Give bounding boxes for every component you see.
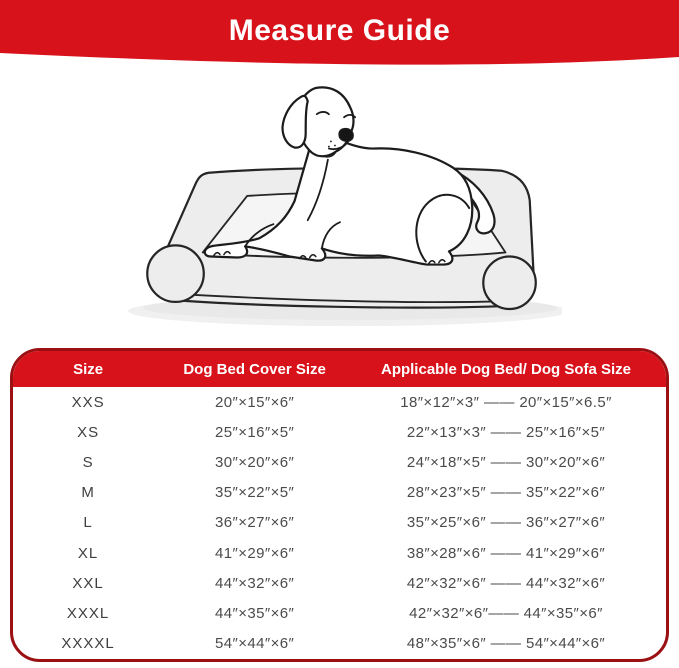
size-cell: L bbox=[83, 514, 93, 532]
cover-size-cell: 35″×22″×5″ bbox=[215, 484, 295, 502]
cover-size-cell: 44″×35″×6″ bbox=[215, 605, 295, 623]
applicable-size-cell: 24″×18″×5″ —— 30″×20″×6″ bbox=[406, 454, 606, 472]
size-cell: XS bbox=[77, 423, 100, 441]
applicable-size-cell: 42″×32″×6″—— 44″×35″×6″ bbox=[409, 605, 603, 623]
cover-size-cell: 25″×16″×5″ bbox=[215, 423, 295, 441]
size-table-header bbox=[13, 351, 666, 387]
cover-size-cell: 41″×29″×6″ bbox=[215, 544, 295, 562]
size-cell: XXL bbox=[72, 574, 104, 592]
table-row bbox=[13, 568, 666, 598]
dog-bed-illustration bbox=[118, 74, 562, 330]
dog-bed-drawing bbox=[118, 74, 562, 330]
table-row bbox=[13, 447, 666, 477]
table-row bbox=[13, 417, 666, 447]
size-cell: XXS bbox=[71, 393, 105, 411]
size-cell: XXXL bbox=[66, 605, 110, 623]
applicable-size-cell: 22″×13″×3″ —— 25″×16″×5″ bbox=[406, 423, 606, 441]
applicable-size-cell: 48″×35″×6″ —— 54″×44″×6″ bbox=[406, 635, 606, 653]
cover-size-cell: 54″×44″×6″ bbox=[215, 635, 295, 653]
size-table-body bbox=[13, 387, 666, 659]
cover-size-cell: 36″×27″×6″ bbox=[215, 514, 295, 532]
cover-size-cell: 44″×32″×6″ bbox=[215, 574, 295, 592]
table-row bbox=[13, 508, 666, 538]
table-row bbox=[13, 599, 666, 629]
size-cell: XL bbox=[77, 544, 99, 562]
table-row bbox=[13, 538, 666, 568]
cover-size-cell: 20″×15″×6″ bbox=[215, 393, 295, 411]
dog-ear bbox=[282, 96, 307, 148]
column-header-applicable-size: Applicable Dog Bed/ Dog Sofa Size bbox=[346, 351, 666, 387]
page-title: Measure Guide bbox=[228, 14, 451, 47]
dog-nose bbox=[339, 129, 353, 142]
table-row bbox=[13, 478, 666, 508]
size-cell: XXXXL bbox=[61, 635, 115, 653]
column-header-cover-size: Dog Bed Cover Size bbox=[163, 351, 346, 387]
banner-curve bbox=[0, 50, 679, 72]
applicable-size-cell: 38″×28″×6″ —— 41″×29″×6″ bbox=[406, 544, 606, 562]
table-row bbox=[13, 629, 666, 659]
table-row bbox=[13, 387, 666, 417]
size-cell: S bbox=[82, 454, 94, 472]
cover-size-cell: 30″×20″×6″ bbox=[215, 454, 295, 472]
applicable-size-cell: 18″×12″×3″ —— 20″×15″×6.5″ bbox=[400, 393, 612, 411]
column-header-size: Size bbox=[13, 351, 163, 387]
applicable-size-cell: 28″×23″×5″ —— 35″×22″×6″ bbox=[406, 484, 606, 502]
size-table bbox=[10, 348, 669, 662]
size-cell: M bbox=[81, 484, 95, 502]
applicable-size-cell: 42″×32″×6″ —— 44″×32″×6″ bbox=[406, 574, 606, 592]
applicable-size-cell: 35″×25″×6″ —— 36″×27″×6″ bbox=[406, 514, 606, 532]
